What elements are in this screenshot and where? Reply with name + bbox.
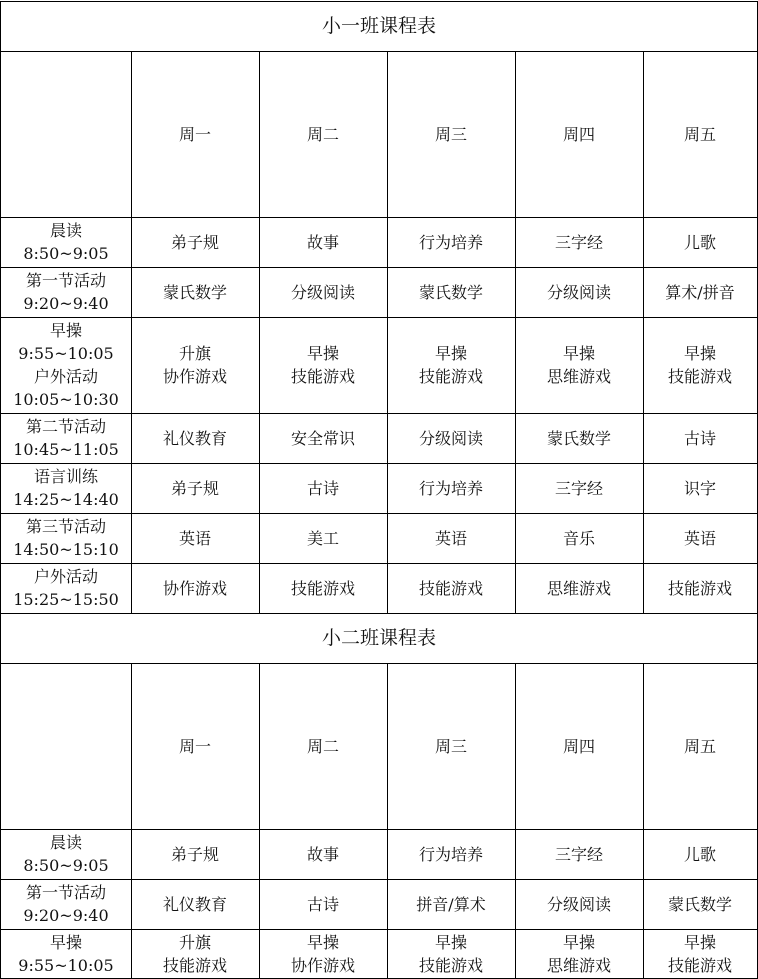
course-cell: [131, 217, 259, 267]
course-cell: [131, 513, 259, 563]
course-cell: [387, 929, 515, 979]
course-cell: [387, 829, 515, 879]
course-cell-text: 行为培养: [418, 844, 483, 864]
course-cell-text: 算术/拼音: [665, 282, 735, 302]
course-cell: [515, 929, 643, 979]
day-header-text: 周五: [683, 124, 716, 144]
time-slot-label-text: 第一节活动: [25, 883, 106, 902]
time-slot-label-text: 户外活动: [33, 567, 98, 586]
course-cell-text: 美工: [306, 528, 339, 548]
course-cell: [515, 513, 643, 563]
course-cell-text: 升旗: [178, 933, 211, 952]
day-header-text: 周一: [178, 736, 211, 756]
course-cell-text: 古诗: [306, 478, 339, 498]
course-cell: [131, 413, 259, 463]
day-header-text: 周四: [562, 736, 595, 756]
course-cell-text: 分级阅读: [546, 282, 611, 302]
time-slot-label-text: 语言训练: [33, 467, 98, 486]
time-slot-label: [1, 563, 131, 613]
course-cell: [643, 563, 757, 613]
course-cell-text: 技能游戏: [290, 367, 355, 386]
course-cell-text: 技能游戏: [667, 367, 732, 386]
course-cell: [643, 929, 757, 979]
time-slot-label: [1, 513, 131, 563]
course-cell: [387, 413, 515, 463]
time-slot-label-text: 9:20~9:40: [23, 906, 109, 925]
course-cell-text: 技能游戏: [418, 578, 483, 598]
course-cell: [515, 879, 643, 929]
course-cell: [259, 563, 387, 613]
day-header: [515, 663, 643, 829]
time-slot-label-text: 晨读: [49, 221, 82, 240]
time-slot-label-text: 9:55~10:05: [18, 956, 114, 975]
time-slot-label-text: 10:05~10:30: [13, 390, 119, 409]
course-cell-text: 蒙氏数学: [418, 282, 483, 302]
course-cell: [259, 317, 387, 413]
time-slot-label: [1, 267, 131, 317]
course-cell-text: 早操: [683, 344, 716, 363]
course-cell-text: 三字经: [554, 478, 603, 498]
course-cell-text: 分级阅读: [290, 282, 355, 302]
day-header: [131, 663, 259, 829]
course-cell-text: 礼仪教育: [162, 428, 227, 448]
course-cell: [131, 829, 259, 879]
course-cell: [515, 463, 643, 513]
time-slot-label: [1, 929, 131, 979]
course-cell: [387, 463, 515, 513]
day-header: [515, 51, 643, 217]
course-cell: [643, 879, 757, 929]
course-cell-text: 行为培养: [418, 232, 483, 252]
time-slot-label-text: 晨读: [49, 833, 82, 852]
course-cell: [643, 413, 757, 463]
course-cell-text: 英语: [434, 528, 467, 548]
time-slot-label-text: 8:50~9:05: [23, 856, 109, 875]
course-cell-text: 古诗: [683, 428, 716, 448]
course-cell-text: 弟子规: [170, 232, 219, 252]
course-cell-text: 英语: [683, 528, 716, 548]
time-slot-label: [1, 829, 131, 879]
course-cell: [643, 267, 757, 317]
course-cell-text: 蒙氏数学: [162, 282, 227, 302]
time-slot-label-text: 早操: [49, 321, 82, 340]
course-cell: [131, 879, 259, 929]
day-header-text: 周二: [306, 124, 339, 144]
course-cell-text: 古诗: [306, 894, 339, 914]
time-slot-label: [1, 879, 131, 929]
course-cell-text: 儿歌: [683, 844, 716, 864]
table-title-text: 小一班课程表: [321, 14, 436, 37]
course-cell: [515, 267, 643, 317]
time-slot-label-text: 8:50~9:05: [23, 244, 109, 263]
course-cell-text: 拼音/算术: [416, 894, 486, 914]
course-cell-text: 三字经: [554, 232, 603, 252]
day-header: [259, 663, 387, 829]
time-slot-label-text: 第二节活动: [25, 417, 106, 436]
course-cell: [387, 513, 515, 563]
course-cell-text: 思维游戏: [546, 367, 611, 386]
day-header-text: 周三: [434, 736, 467, 756]
course-cell-text: 早操: [434, 933, 467, 952]
course-cell-text: 技能游戏: [290, 578, 355, 598]
course-cell: [259, 463, 387, 513]
course-cell: [387, 267, 515, 317]
course-cell-text: 思维游戏: [546, 578, 611, 598]
course-cell-text: 技能游戏: [418, 956, 483, 975]
course-cell: [131, 563, 259, 613]
course-cell: [387, 317, 515, 413]
course-cell-text: 识字: [683, 478, 716, 498]
course-cell-text: 行为培养: [418, 478, 483, 498]
course-cell: [131, 463, 259, 513]
course-cell-text: 故事: [306, 844, 339, 864]
course-cell: [387, 217, 515, 267]
course-cell-text: 礼仪教育: [162, 894, 227, 914]
course-cell-text: 分级阅读: [418, 428, 483, 448]
course-cell: [515, 317, 643, 413]
table-title-text: 小二班课程表: [321, 626, 436, 649]
course-cell: [643, 513, 757, 563]
course-cell: [515, 829, 643, 879]
time-slot-label-text: 9:20~9:40: [23, 294, 109, 313]
time-slot-label-text: 早操: [49, 933, 82, 952]
course-cell: [387, 879, 515, 929]
course-cell: [259, 513, 387, 563]
course-cell: [259, 217, 387, 267]
course-cell-text: 技能游戏: [667, 956, 732, 975]
course-cell: [259, 413, 387, 463]
course-cell: [515, 563, 643, 613]
course-cell: [259, 929, 387, 979]
course-cell: [387, 563, 515, 613]
time-slot-label-text: 第一节活动: [25, 271, 106, 290]
course-cell-text: 分级阅读: [546, 894, 611, 914]
time-slot-label: [1, 463, 131, 513]
course-cell-text: 早操: [306, 344, 339, 363]
course-cell: [131, 267, 259, 317]
course-cell-text: 技能游戏: [667, 578, 732, 598]
course-cell-text: 蒙氏数学: [667, 894, 732, 914]
course-cell: [259, 829, 387, 879]
course-cell-text: 英语: [178, 528, 211, 548]
day-header: [387, 51, 515, 217]
course-cell: [259, 267, 387, 317]
time-slot-label-text: 10:45~11:05: [13, 440, 119, 459]
course-cell: [131, 929, 259, 979]
course-cell-text: 音乐: [562, 528, 595, 548]
course-cell: [643, 829, 757, 879]
course-cell: [131, 317, 259, 413]
course-cell-text: 早操: [306, 933, 339, 952]
course-cell: [515, 413, 643, 463]
time-slot-label-text: 户外活动: [33, 367, 98, 386]
course-cell-text: 思维游戏: [546, 956, 611, 975]
time-slot-label: [1, 317, 131, 413]
day-header-text: 周三: [434, 124, 467, 144]
course-cell: [643, 217, 757, 267]
table-title: [1, 613, 757, 663]
course-cell-text: 儿歌: [683, 232, 716, 252]
day-header-text: 周二: [306, 736, 339, 756]
course-cell-text: 协作游戏: [162, 578, 227, 598]
time-slot-label: [1, 413, 131, 463]
course-cell-text: 技能游戏: [162, 956, 227, 975]
course-cell: [643, 463, 757, 513]
day-header: [387, 663, 515, 829]
day-header: [259, 51, 387, 217]
time-slot-label-text: 第三节活动: [25, 517, 106, 536]
course-cell: [259, 879, 387, 929]
course-cell-text: 早操: [562, 933, 595, 952]
course-cell-text: 故事: [306, 232, 339, 252]
course-cell-text: 安全常识: [290, 428, 355, 448]
time-slot-label-text: 14:25~14:40: [13, 490, 119, 509]
day-header: [643, 663, 757, 829]
course-cell-text: 早操: [683, 933, 716, 952]
course-cell-text: 弟子规: [170, 478, 219, 498]
time-slot-label-text: 15:25~15:50: [13, 590, 119, 609]
table-title: [1, 1, 757, 51]
day-header-text: 周四: [562, 124, 595, 144]
day-header: [643, 51, 757, 217]
course-cell-text: 三字经: [554, 844, 603, 864]
course-cell-text: 技能游戏: [418, 367, 483, 386]
course-cell-text: 升旗: [178, 344, 211, 363]
course-cell-text: 早操: [434, 344, 467, 363]
course-cell-text: 协作游戏: [162, 367, 227, 386]
day-header-text: 周五: [683, 736, 716, 756]
time-slot-label-text: 14:50~15:10: [13, 540, 119, 559]
day-header: [131, 51, 259, 217]
time-slot-label: [1, 217, 131, 267]
course-cell: [515, 217, 643, 267]
course-cell-text: 早操: [562, 344, 595, 363]
course-cell-text: 弟子规: [170, 844, 219, 864]
day-header-text: 周一: [178, 124, 211, 144]
course-cell-text: 蒙氏数学: [546, 428, 611, 448]
course-cell-text: 协作游戏: [290, 956, 355, 975]
time-slot-label-text: 9:55~10:05: [18, 344, 114, 363]
course-cell: [643, 317, 757, 413]
